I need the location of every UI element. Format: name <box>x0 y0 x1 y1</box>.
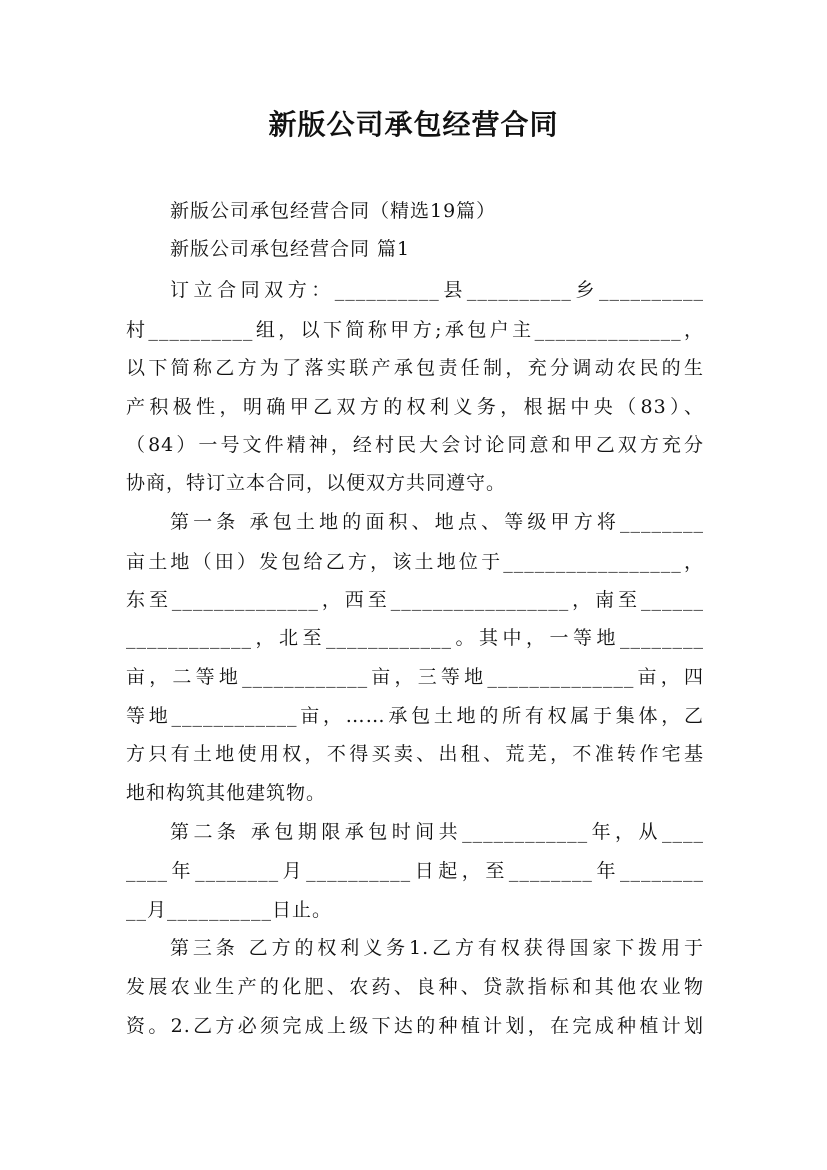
article-line: 等地____________亩，……承包土地的所有权属于集体，乙 <box>126 705 704 727</box>
article-line: 亩土地（田）发包给乙方，该土地位于_________________， <box>126 551 704 573</box>
document-title: 新版公司承包经营合同 <box>268 108 559 141</box>
article-line: 第二条 承包期限承包时间共____________年，从____ <box>170 821 704 843</box>
paragraph-line: 协商，特订立本合同，以便双方共同遵守。 <box>126 472 507 494</box>
article-line: 第一条 承包土地的面积、地点、等级甲方将________ <box>170 511 704 533</box>
article-line: 资。2.乙方必须完成上级下达的种植计划，在完成种植计划 <box>126 1015 704 1037</box>
article-line: 方只有土地使用权，不得买卖、出租、荒芜，不准转作宅基 <box>126 743 704 765</box>
article-line: 地和构筑其他建筑物。 <box>126 782 327 804</box>
article-line: 亩，二等地____________亩，三等地______________亩，四 <box>126 666 704 688</box>
article-line: ____________，北至____________。其中，一等地________ <box>126 627 704 649</box>
paragraph-line: 以下简称乙方为了落实联产承包责任制，充分调动农民的生 <box>126 357 704 379</box>
paragraph-line: 产积极性，明确甲乙双方的权利义务，根据中央（83）、 <box>126 396 704 418</box>
article-line: ____年________月__________日起，至________年________ <box>126 860 704 882</box>
paragraph-line: 订立合同双方：__________县__________乡__________ <box>170 279 704 301</box>
article-line: 发展农业生产的化肥、农药、良种、贷款指标和其他农业物 <box>126 976 704 998</box>
subtitle-line: 新版公司承包经营合同（精选19篇） <box>170 200 497 222</box>
article-line: 第三条 乙方的权利义务1.乙方有权获得国家下拨用于 <box>170 937 704 959</box>
paragraph-line: 村__________组，以下简称甲方;承包户主______________， <box>126 319 704 341</box>
article-line: __月__________日止。 <box>126 899 333 921</box>
section-heading: 新版公司承包经营合同 篇1 <box>170 238 411 260</box>
paragraph-line: （84）一号文件精神，经村民大会讨论同意和甲乙双方充分 <box>126 434 704 456</box>
article-line: 东至______________，西至_________________，南至______ <box>126 589 704 611</box>
